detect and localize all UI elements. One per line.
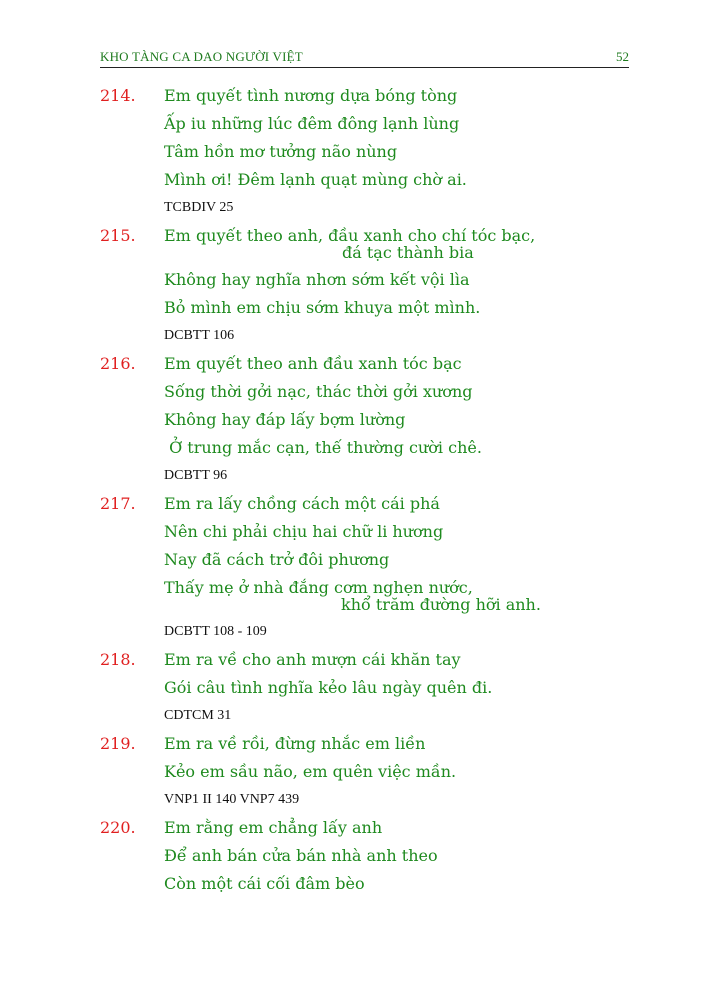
poem-entry bbox=[0, 646, 702, 730]
verse-continuation: đá tạc thành bia bbox=[342, 243, 474, 262]
poem-list bbox=[0, 82, 702, 898]
verse-line: Gói câu tình nghĩa kẻo lâu ngày quên đi. bbox=[164, 678, 493, 697]
book-title: KHO TÀNG CA DAO NGƯỜI VIỆT bbox=[100, 49, 303, 64]
entry-number: 214. bbox=[100, 86, 136, 105]
verse-line: Em quyết theo anh đầu xanh tóc bạc bbox=[164, 354, 462, 373]
verse-line: Em rằng em chẳng lấy anh bbox=[164, 818, 383, 837]
verse-line: Em quyết tình nương dựa bóng tòng bbox=[164, 86, 458, 105]
entry-number: 216. bbox=[100, 354, 136, 373]
verse-continuation: khổ trăm đường hỡi anh. bbox=[341, 595, 541, 614]
verse-line: Nay đã cách trở đôi phương bbox=[164, 550, 390, 569]
verse-line: Em ra về rồi, đừng nhắc em liền bbox=[164, 734, 426, 753]
verse-line: Ở trung mắc cạn, thế thường cười chê. bbox=[164, 438, 482, 457]
verse-line: Thấy mẹ ở nhà đắng cơm nghẹn nước, bbox=[164, 578, 473, 597]
verse-line: Em quyết theo anh, đầu xanh cho chí tóc bạc, bbox=[164, 226, 536, 245]
entry-number: 218. bbox=[100, 650, 136, 669]
page-header bbox=[100, 49, 629, 68]
poem-entry bbox=[0, 730, 702, 814]
source-reference: TCBDIV 25 bbox=[164, 200, 234, 215]
source-reference: DCBTT 108 - 109 bbox=[164, 624, 267, 639]
source-reference: CDTCM 31 bbox=[164, 708, 232, 723]
verse-line: Nên chi phải chịu hai chữ li hương bbox=[164, 522, 444, 541]
source-reference: DCBTT 106 bbox=[164, 328, 235, 343]
verse-line: Mình ơi! Đêm lạnh quạt mùng chờ ai. bbox=[164, 170, 467, 189]
verse-line: Ấp iu những lúc đêm đông lạnh lùng bbox=[164, 114, 460, 133]
verse-line: Bỏ mình em chịu sớm khuya một mình. bbox=[164, 298, 481, 317]
verse-line: Để anh bán cửa bán nhà anh theo bbox=[164, 846, 438, 865]
verse-line: Tâm hồn mơ tưởng não nùng bbox=[164, 142, 398, 161]
source-reference: VNP1 II 140 VNP7 439 bbox=[164, 792, 300, 807]
poem-entry bbox=[0, 814, 702, 898]
entry-number: 220. bbox=[100, 818, 136, 837]
poem-entry bbox=[0, 222, 702, 350]
verse-line: Em ra lấy chồng cách một cái phá bbox=[164, 494, 440, 513]
verse-line: Sống thời gởi nạc, thác thời gởi xương bbox=[164, 382, 473, 401]
poem-entry bbox=[0, 350, 702, 490]
page-number: 52 bbox=[616, 49, 629, 64]
verse-line: Kẻo em sầu não, em quên việc mần. bbox=[164, 762, 457, 781]
entry-number: 215. bbox=[100, 226, 136, 245]
source-reference: DCBTT 96 bbox=[164, 468, 228, 483]
verse-line: Còn một cái cối đâm bèo bbox=[164, 874, 365, 893]
poem-entry bbox=[0, 82, 702, 222]
entry-number: 219. bbox=[100, 734, 136, 753]
verse-line: Không hay nghĩa nhơn sớm kết vội lìa bbox=[164, 270, 470, 289]
entry-number: 217. bbox=[100, 494, 136, 513]
verse-line: Không hay đáp lấy bợm lường bbox=[164, 410, 406, 429]
poem-entry bbox=[0, 490, 702, 646]
verse-line: Em ra về cho anh mượn cái khăn tay bbox=[164, 650, 461, 669]
